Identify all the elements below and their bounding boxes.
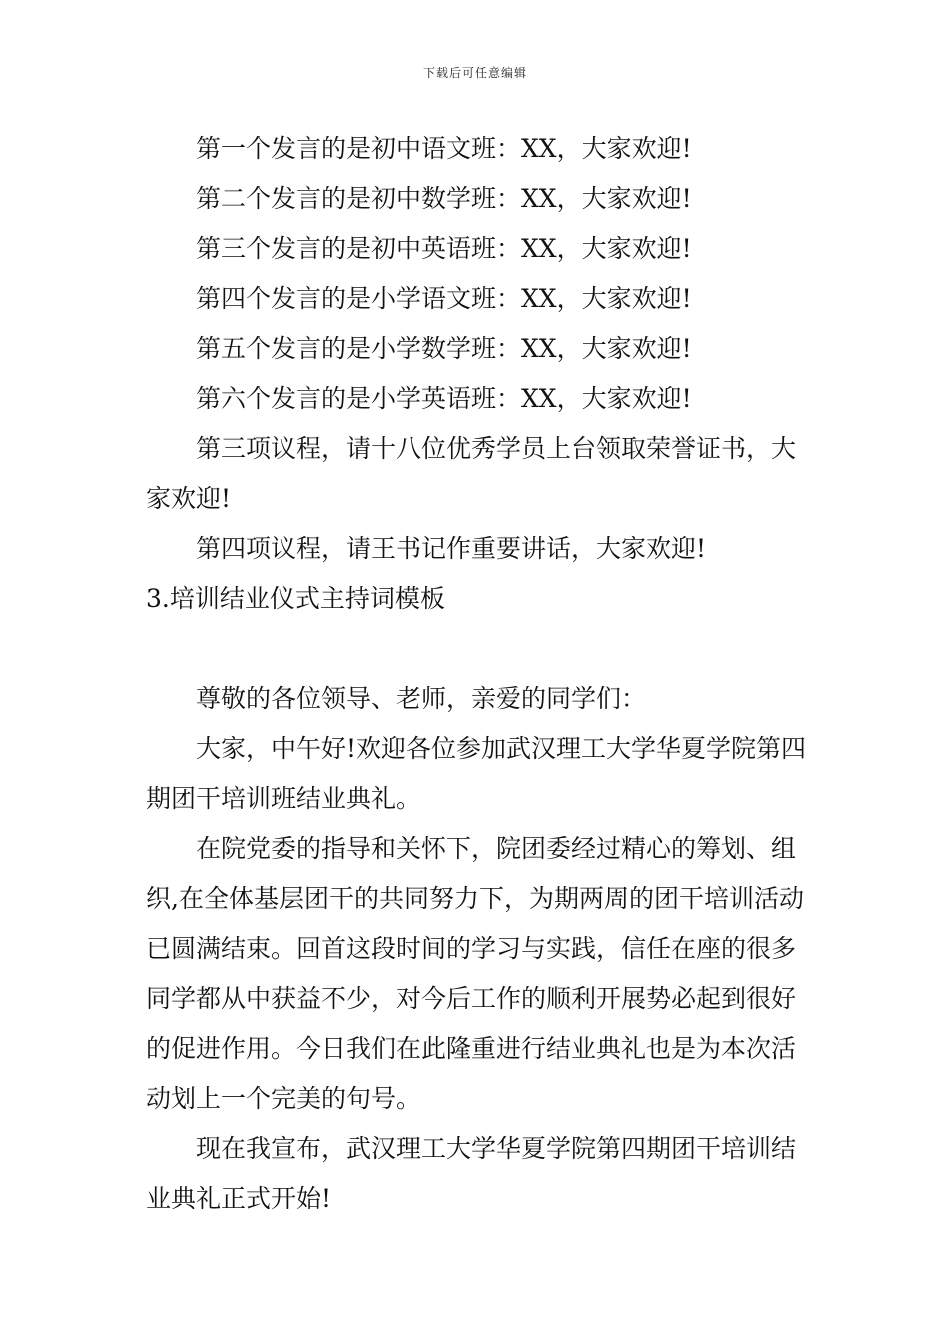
paragraph-announcement: 现在我宣布，武汉理工大学华夏学院第四期团干培训结业典礼正式开始! [146,1134,797,1213]
paragraph-summary: 在院党委的指导和关怀下，院团委经过精心的筹划、组织,在全体基层团干的共同努力下，为期两周的团干培训活动已圆满结束。回首这段时间的学习与实践，信任在座的很多同学都从中获益不少，对今后工作的顺利开展势必起到很好的促进作用。今日我们在此隆重进行结业典礼也是为本次活动划上一个完美的句号。 [146,834,804,1113]
speaker-line-4: 第四个发言的是小学语文班：XX，大家欢迎! [196,284,692,313]
paragraph-welcome: 大家，中午好!欢迎各位参加武汉理工大学华夏学院第四期团干培训班结业典礼。 [146,734,807,813]
speaker-line-1: 第一个发言的是初中语文班：XX，大家欢迎! [196,134,692,163]
speaker-line-2: 第二个发言的是初中数学班：XX，大家欢迎! [196,184,692,213]
greeting: 尊敬的各位领导、老师，亲爱的同学们： [196,684,647,713]
agenda-item-3: 第三项议程，请十八位优秀学员上台领取荣誉证书，大家欢迎! [146,434,797,513]
speaker-line-5: 第五个发言的是小学数学班：XX，大家欢迎! [196,334,692,363]
speaker-line-3: 第三个发言的是初中英语班：XX，大家欢迎! [196,234,692,263]
blank-line [146,624,808,674]
speaker-line-6: 第六个发言的是小学英语班：XX，大家欢迎! [196,384,692,413]
section-title: 3.培训结业仪式主持词模板 [146,584,445,613]
agenda-item-4: 第四项议程，请王书记作重要讲话，大家欢迎! [196,534,707,563]
document-body [146,124,808,1224]
page-header-note: 下载后可任意编辑 [422,66,527,80]
